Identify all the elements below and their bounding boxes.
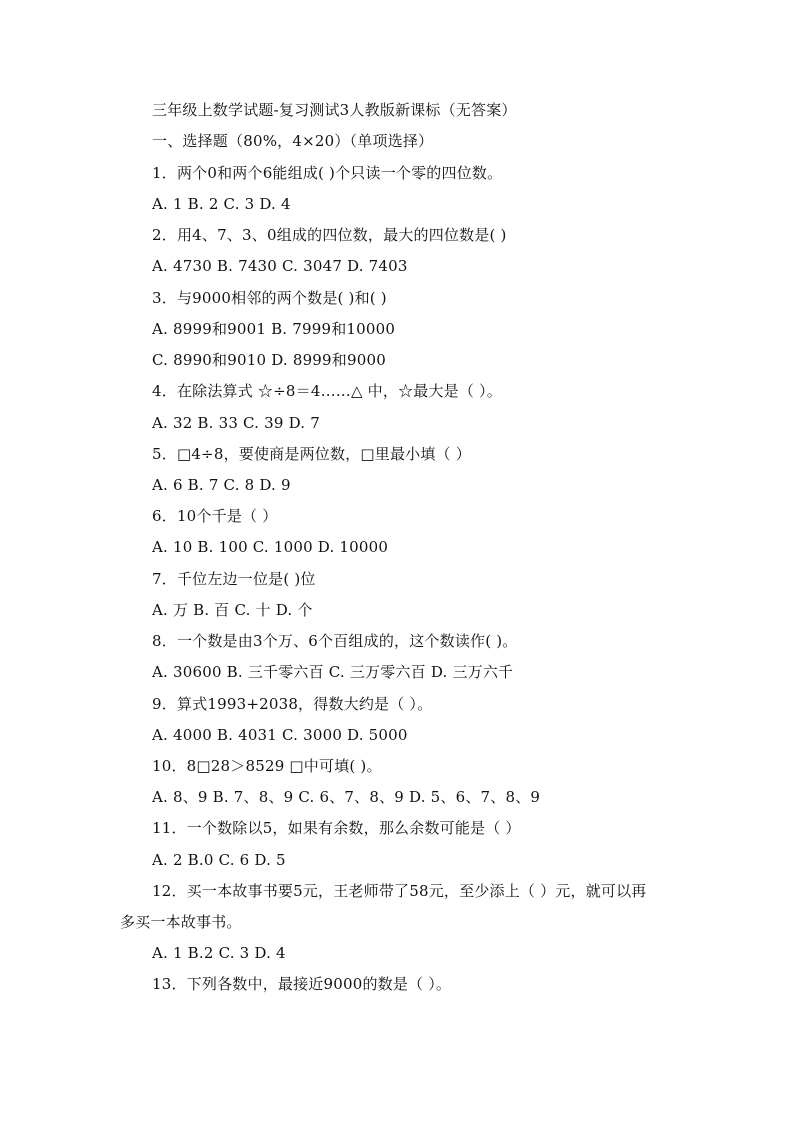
question-options: A. 1 B.2 C. 3 D. 4 xyxy=(152,944,286,962)
question-options: A. 1 B. 2 C. 3 D. 4 xyxy=(152,195,291,213)
question-text: 7．千位左边一位是( )位 xyxy=(152,570,316,588)
document-title: 三年级上数学试题-复习测试3人教版新课标（无答案） xyxy=(152,101,517,119)
question-options: A. 2 B.0 C. 6 D. 5 xyxy=(152,851,286,869)
question-text: 3．与9000相邻的两个数是( )和( ) xyxy=(152,289,387,307)
question-text: 13．下列各数中，最接近9000的数是（ ）。 xyxy=(152,975,452,993)
question-options: A. 8、9 B. 7、8、9 C. 6、7、8、9 D. 5、6、7、8、9 xyxy=(152,788,541,806)
question-options: A. 4000 B. 4031 C. 3000 D. 5000 xyxy=(152,726,408,744)
question-options: A. 万 B. 百 C. 十 D. 个 xyxy=(152,601,313,619)
question-text: 8．一个数是由3个万、6个百组成的，这个数读作( )。 xyxy=(152,632,518,650)
question-text-continued: 多买一本故事书。 xyxy=(120,913,242,931)
question-text: 10．8□28＞8529 □中可填( )。 xyxy=(152,757,382,775)
question-text: 4．在除法算式 ☆÷8＝4……△ 中，☆最大是（ ）。 xyxy=(152,382,502,400)
question-text: 5．□4÷8，要使商是两位数，□里最小填（ ） xyxy=(152,445,471,463)
question-text: 1．两个0和两个6能组成( )个只读一个零的四位数。 xyxy=(152,164,503,182)
question-options: A. 8999和9001 B. 7999和10000 xyxy=(152,320,396,338)
section-heading: 一、选择题（80%，4×20）（单项选择） xyxy=(152,132,434,150)
question-text: 6．10个千是（ ） xyxy=(152,507,278,525)
question-text: 11．一个数除以5，如果有余数，那么余数可能是（ ） xyxy=(152,819,521,837)
question-text: 2．用4、7、3、0组成的四位数，最大的四位数是( ) xyxy=(152,226,507,244)
question-text: 12．买一本故事书要5元，王老师带了58元，至少添上（ ）元，就可以再 xyxy=(152,882,647,900)
question-options: A. 6 B. 7 C. 8 D. 9 xyxy=(152,476,291,494)
question-text: 9．算式1993+2038，得数大约是（ ）。 xyxy=(152,695,433,713)
question-options: A. 32 B. 33 C. 39 D. 7 xyxy=(152,414,320,432)
question-options: A. 4730 B. 7430 C. 3047 D. 7403 xyxy=(152,257,408,275)
question-options: C. 8990和9010 D. 8999和9000 xyxy=(152,351,386,369)
question-options: A. 10 B. 100 C. 1000 D. 10000 xyxy=(152,538,389,556)
question-options: A. 30600 B. 三千零六百 C. 三万零六百 D. 三万六千 xyxy=(152,663,514,681)
